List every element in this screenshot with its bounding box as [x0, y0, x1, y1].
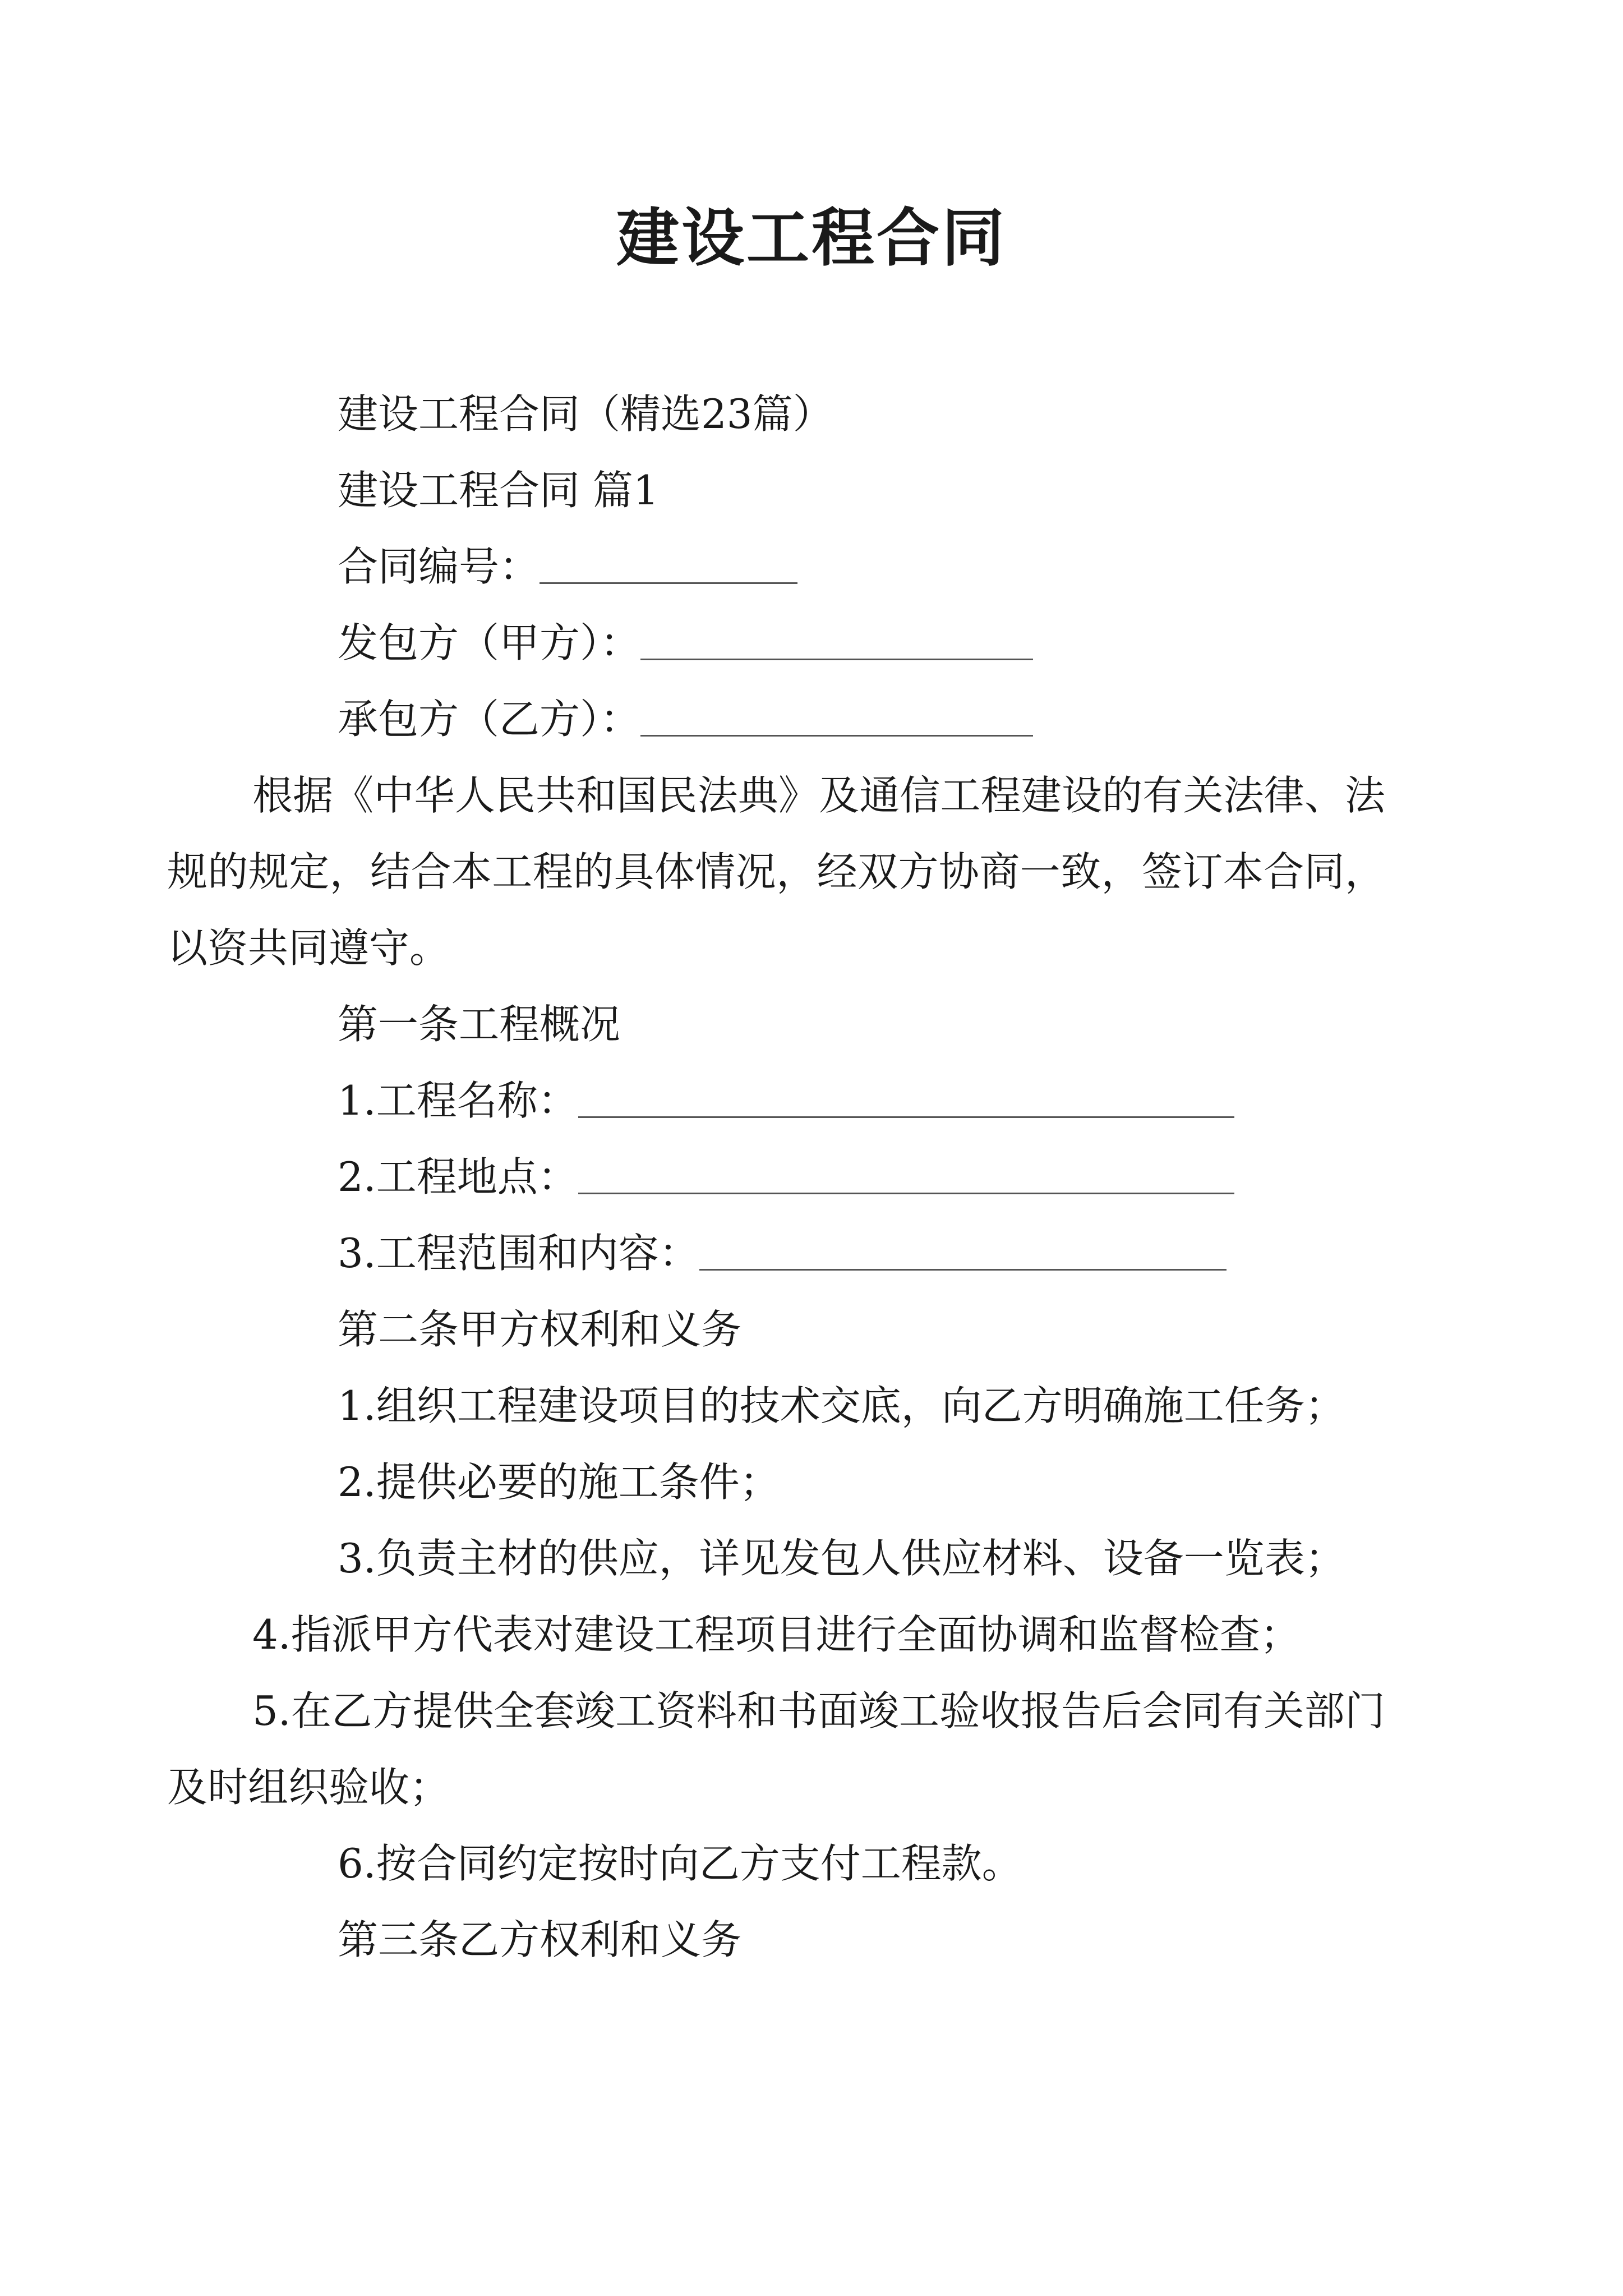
document-body — [167, 376, 1385, 1978]
article1-item-1 — [252, 1062, 1385, 1139]
article2-item-1: 1.组织工程建设项目的技术交底，向乙方明确施工任务； — [338, 1382, 1345, 1429]
article1-item-2-label: 2.工程地点： — [338, 1153, 578, 1200]
article1-heading: 第一条工程概况 — [338, 1001, 621, 1048]
chapter-heading: 建设工程合同 篇1 — [338, 467, 659, 514]
article1-item-3-label: 3.工程范围和内容： — [338, 1230, 699, 1277]
article3-heading: 第三条乙方权利和义务 — [338, 1916, 742, 1963]
article2-item-3: 3.负责主材的供应，详见发包人供应材料、设备一览表； — [338, 1535, 1345, 1582]
article2-item-6: 6.按合同约定按时向乙方支付工程款。 — [338, 1840, 1022, 1887]
article2-item-4: 4.指派甲方代表对建设工程项目进行全面协调和监督检查； — [252, 1611, 1301, 1658]
subtitle: 建设工程合同（精选23篇） — [338, 390, 833, 438]
article1-item-3 — [252, 1215, 1385, 1291]
project-name-blank — [578, 1083, 1234, 1118]
party-b-line — [252, 681, 1385, 757]
contract-no-blank — [540, 549, 797, 584]
party-a-label: 发包方（甲方）： — [338, 619, 641, 666]
article1-item-1-label: 1.工程名称： — [338, 1077, 578, 1124]
document-title: 建设工程合同 — [616, 201, 1007, 275]
intro-paragraph: 根据《中华人民共和国民法典》及通信工程建设的有关法律、法规的规定，结合本工程的具体情况，经双方协商一致，签订本合同，以资共同遵守。 — [167, 772, 1385, 972]
project-scope-blank — [699, 1235, 1227, 1271]
contract-no-line — [252, 528, 1385, 605]
party-a-line — [252, 605, 1385, 681]
article2-heading: 第二条甲方权利和义务 — [338, 1306, 742, 1353]
party-b-label: 承包方（乙方）： — [338, 696, 641, 743]
article2-item-2: 2.提供必要的施工条件； — [338, 1458, 780, 1506]
contract-no-label: 合同编号： — [338, 543, 540, 590]
article1-item-2 — [252, 1139, 1385, 1215]
party-b-blank — [640, 701, 1033, 737]
party-a-blank — [640, 625, 1033, 660]
project-location-blank — [578, 1159, 1234, 1194]
article2-item-5: 5.在乙方提供全套竣工资料和书面竣工验收报告后会同有关部门及时组织验收； — [167, 1687, 1385, 1811]
